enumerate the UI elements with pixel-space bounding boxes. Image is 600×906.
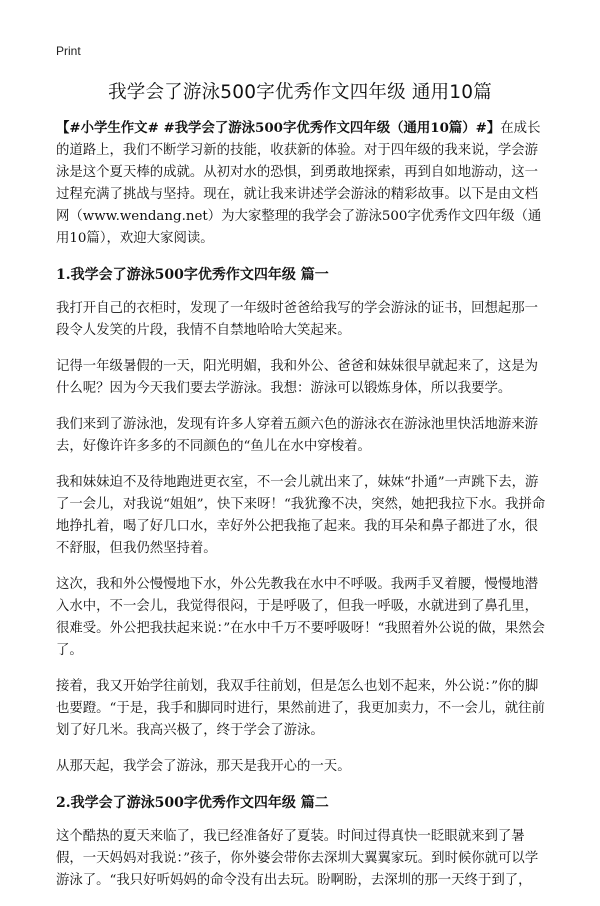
intro-tag: 【#小学生作文# #我学会了游泳500字优秀作文四年级（通用10篇）#】: [56, 120, 501, 136]
paragraph: 从那天起，我学会了游泳，那天是我开心的一天。: [56, 759, 351, 774]
paragraph: 我们来到了游泳池，发现有许多人穿着五颜六色的游泳衣在游泳池里快活地游来游去，好像许许多多的不同颜色的“鱼儿在水中穿梭着。: [56, 417, 539, 454]
paragraph: 我打开自己的衣柜时，发现了一年级时爸爸给我写的学会游泳的证书，回想起那一段令人发笑的片段，我情不自禁地哈哈大笑起来。: [56, 301, 539, 338]
paragraph: 接着，我又开始学往前划，我双手往前划，但是怎么也划不起来，外公说：”你的脚也要蹬。“于是，我手和脚同时进行，果然前进了，我更加卖力，不一会儿，就往前划了好几米。我高兴极了，终于学会了游泳。: [56, 679, 545, 738]
paragraph: 记得一年级暑假的一天，阳光明媚，我和外公、爸爸和妹妹很早就起来了，这是为什么呢？因为今天我们要去学游泳。我想：游泳可以锻炼身体，所以我要学。: [56, 359, 539, 396]
intro-paragraph: [56, 117, 548, 250]
section-heading-2: 2.我学会了游泳500字优秀作文四年级 篇二: [56, 795, 329, 811]
document-title: 我学会了游泳500字优秀作文四年级 通用10篇: [108, 82, 492, 103]
section-heading-1: 1.我学会了游泳500字优秀作文四年级 篇一: [56, 267, 329, 283]
paragraph: 这个酷热的夏天来临了，我已经准备好了夏装。时间过得真快一眨眼就来到了暑假，一天妈妈对我说：”孩子，你外婆会带你去深圳大翼翼家玩。到时候你就可以学游泳了。“我只好听妈妈的命令没有出去玩。盼啊盼，去深圳的那一天终于到了，: [56, 829, 539, 888]
intro-text: 在成长的道路上，我们不断学习新的技能，收获新的体验。对于四年级的我来说，学会游泳是这个夏天棒的成就。从初对水的恐惧，到勇敢地探索，再到自如地游动，这一过程充满了挑战与坚持。现在，就让我来讲述学会游泳的精彩故事。以下是由文档网（www.wendang.net）为大家整理的我学会了游泳500字优秀作文四年级（通用10篇），欢迎大家阅读。: [56, 121, 542, 246]
paragraph: 我和妹妹迫不及待地跑进更衣室，不一会儿就出来了，妹妹“扑通”一声跳下去，游了一会儿，对我说“姐姐”，快下来呀！“我犹豫不决，突然，她把我拉下水。我拼命地挣扎着，喝了好几口水，幸好外公把我拖了起来。我的耳朵和鼻子都进了水，很不舒服，但我仍然坚持着。: [56, 475, 546, 556]
print-link[interactable]: Print: [56, 44, 81, 58]
paragraph: 这次，我和外公慢慢地下水，外公先教我在水中不呼吸。我两手叉着腰，慢慢地潜入水中，不一会儿，我觉得很闷，于是呼吸了，但我一呼吸，水就进到了鼻孔里，很难受。外公把我扶起来说：”在水中千万不要呼吸呀！“我照着外公说的做，果然会了。: [56, 577, 546, 658]
article-body: [56, 117, 548, 906]
